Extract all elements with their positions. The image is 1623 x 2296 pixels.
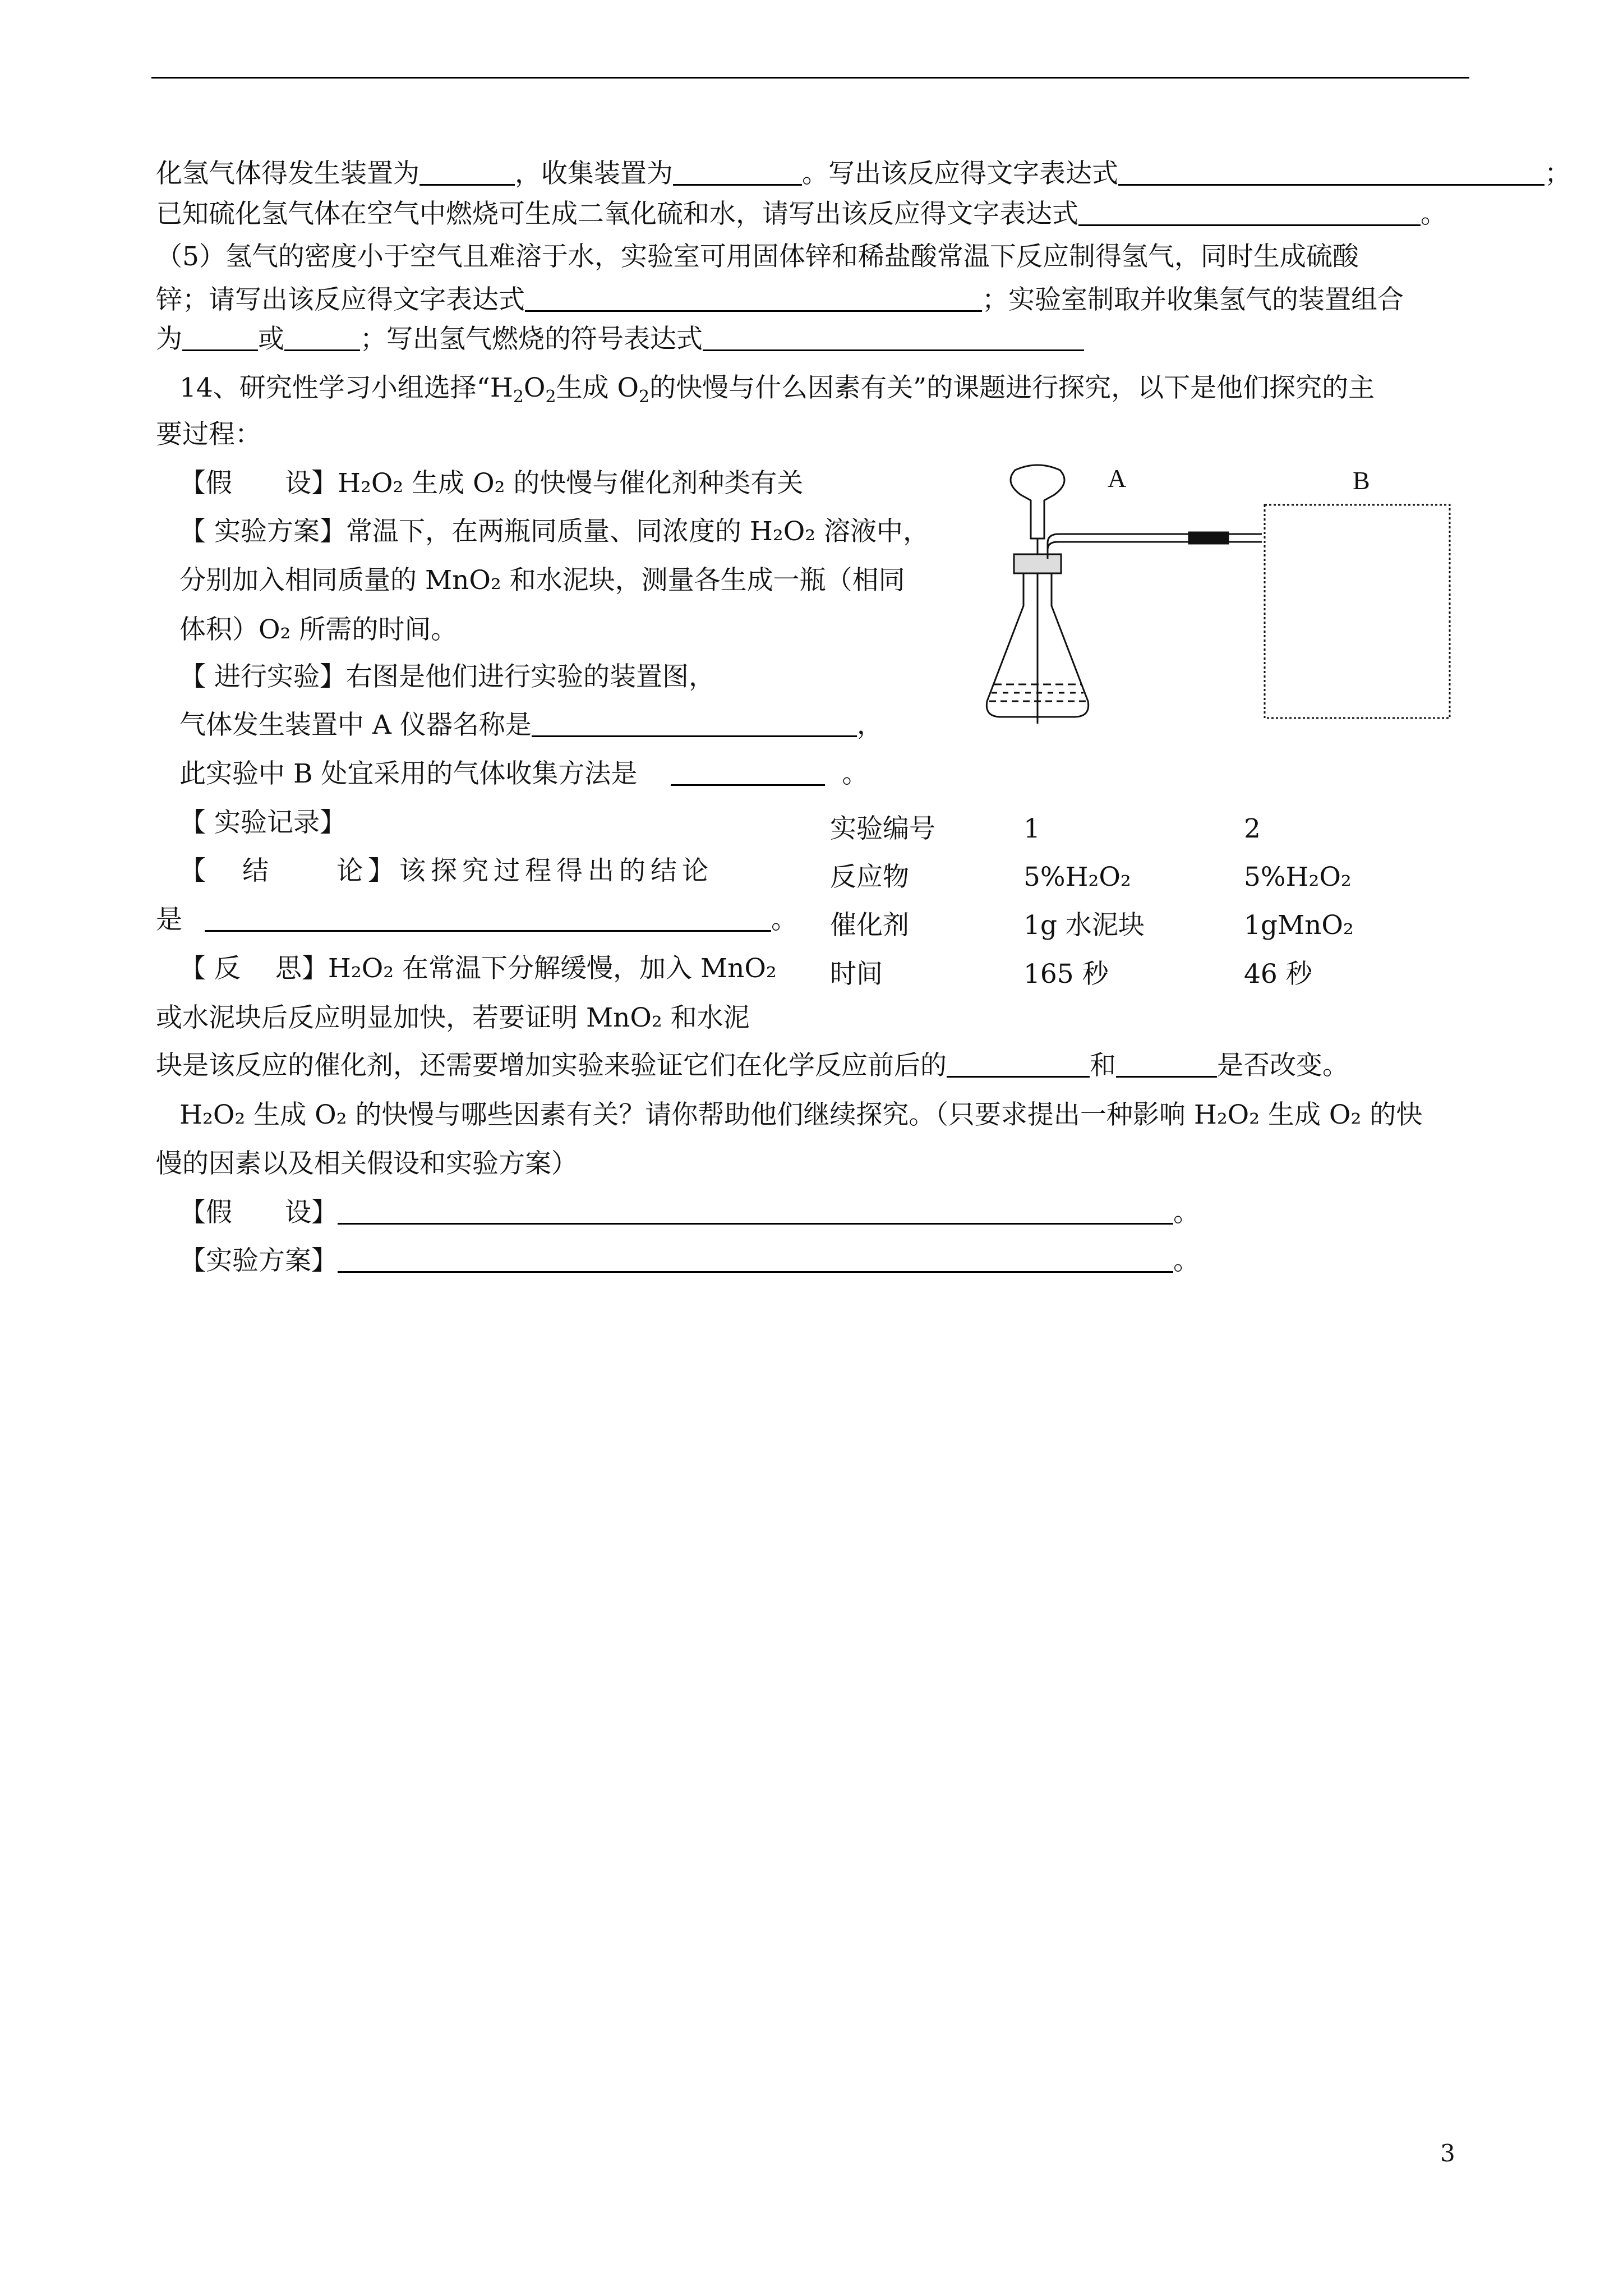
text: 和 <box>1090 1050 1116 1081</box>
q13-line-5 <box>156 323 1084 356</box>
text: 该探究过程得出的结论 <box>399 855 713 886</box>
q13-line-2 <box>156 197 1447 231</box>
subscript: 2 <box>639 387 650 407</box>
text: 块是该反应的催化剂，还需要增加实验来验证它们在化学反应前后的 <box>156 1050 947 1081</box>
label: 【 实验方案】 <box>179 516 346 547</box>
label: 【 进行实验】 <box>179 661 346 692</box>
q14-reflection-2 <box>156 1001 750 1035</box>
table-header-cell: 2 <box>1244 813 1261 844</box>
answer-blank[interactable] <box>338 1196 1173 1225</box>
answer-blank[interactable] <box>1118 157 1544 186</box>
text: （5）氢气的密度小于空气且难溶于水，实验室可用固体锌和稀盐酸常温下反应制得氢气，同时生成硫酸 <box>156 241 1359 272</box>
page-number: 3 <box>1440 2139 1455 2167</box>
answer-blank[interactable] <box>182 323 258 351</box>
text: ，收集装置为 <box>515 158 673 189</box>
answer-blank[interactable] <box>703 323 1084 351</box>
text: 化氢气体得发生装置为 <box>156 158 419 189</box>
text: 气体发生装置中 A 仪器名称是 <box>179 710 532 740</box>
q14-plan-3 <box>179 613 457 647</box>
label: 【 结 论】 <box>179 855 399 886</box>
q14-exp-2 <box>179 708 883 742</box>
text: 分别加入相同质量的 MnO₂ 和水泥块，测量各生成一瓶（相同 <box>179 565 905 596</box>
stopper <box>1014 554 1061 573</box>
q14-plan-2 <box>179 564 905 597</box>
text: 14、研究性学习小组选择“H <box>179 372 513 403</box>
text: 的快慢与什么因素有关”的课题进行探究，以下是他们探究的主 <box>649 372 1375 403</box>
label: 【假 设】 <box>179 1197 338 1228</box>
text: H₂O₂ 在常温下分解缓慢，加入 MnO₂ <box>328 953 777 984</box>
q14-further-1 <box>179 1098 1422 1132</box>
table-header-cell: 1 <box>1023 813 1040 844</box>
text: 此实验中 B 处宜采用的气体收集方法是 <box>179 758 638 789</box>
text: 体积）O₂ 所需的时间。 <box>179 614 458 645</box>
text: 。 <box>771 904 797 935</box>
answer-blank[interactable] <box>673 157 802 186</box>
text: H₂O₂ 生成 O₂ 的快慢与哪些因素有关？请你帮助他们继续探究。（只要求提出一种影响 H₂O₂ 生成 O₂ 的快 <box>179 1099 1423 1130</box>
q14-exp-3 <box>179 757 868 791</box>
label: 【 反 思】 <box>179 953 328 984</box>
table-cell: 1gMnO₂ <box>1244 910 1354 941</box>
text: O <box>523 372 546 403</box>
text: 锌；请写出该反应得文字表达式 <box>156 284 525 315</box>
table-cell: 催化剂 <box>830 910 909 941</box>
q13-line-1 <box>156 157 1571 191</box>
label-a: A <box>1108 464 1127 493</box>
text: 已知硫化氢气体在空气中燃烧可生成二氧化硫和水，请写出该反应得文字表达式 <box>156 199 1078 229</box>
table-cell: 165 秒 <box>1023 959 1109 990</box>
text: H₂O₂ 生成 O₂ 的快慢与催化剂种类有关 <box>338 468 804 499</box>
answer-blank[interactable] <box>419 157 515 186</box>
text: 生成 O <box>556 372 639 403</box>
q14-plan-2-line <box>179 1244 1200 1278</box>
q14-record <box>179 806 346 840</box>
table-cell: 时间 <box>830 959 883 990</box>
label-b: B <box>1353 466 1370 495</box>
answer-blank[interactable] <box>284 323 360 351</box>
answer-blank[interactable] <box>525 283 982 312</box>
text: ；写出氢气燃烧的符号表达式 <box>360 324 703 355</box>
q14-reflection-3 <box>156 1049 1349 1083</box>
collection-box <box>1265 505 1450 718</box>
text: 。 <box>1173 1197 1200 1228</box>
q13-line-3 <box>156 240 1359 274</box>
text: 。写出该反应得文字表达式 <box>802 158 1118 189</box>
q14-intro-2 <box>156 418 261 452</box>
header-rule <box>151 77 1469 79</box>
answer-blank[interactable] <box>671 757 825 786</box>
q14-reflection-1 <box>179 952 777 986</box>
text: ， <box>856 710 883 740</box>
q14-hypothesis <box>179 467 803 500</box>
subscript: 2 <box>513 387 524 407</box>
apparatus-diagram <box>976 460 1458 729</box>
text: 。 <box>1173 1245 1200 1276</box>
text: 慢的因素以及相关假设和实验方案） <box>156 1148 578 1179</box>
answer-blank[interactable] <box>338 1244 1173 1273</box>
answer-blank[interactable] <box>205 903 771 932</box>
text: 右图是他们进行实验的装置图， <box>345 661 715 692</box>
table-header-cell: 实验编号 <box>830 813 935 844</box>
table-cell: 5%H₂O₂ <box>1244 862 1352 892</box>
text: 。 <box>842 758 869 789</box>
label: 【 实验记录】 <box>179 807 346 838</box>
q14-further-2 <box>156 1147 578 1181</box>
table-cell: 1g 水泥块 <box>1023 910 1145 941</box>
q13-line-4 <box>156 283 1404 317</box>
q14-hypothesis-2 <box>179 1196 1200 1230</box>
text: 是否改变。 <box>1217 1050 1349 1081</box>
text: 或 <box>258 324 284 355</box>
table-cell: 46 秒 <box>1244 959 1312 990</box>
text: 为 <box>156 324 182 355</box>
table-cell: 5%H₂O₂ <box>1023 862 1131 892</box>
subscript: 2 <box>545 387 556 407</box>
answer-blank[interactable] <box>1116 1049 1217 1078</box>
text: ； <box>1544 158 1571 189</box>
q14-intro <box>179 371 1375 405</box>
text: 是 <box>156 904 182 935</box>
label: 【实验方案】 <box>179 1245 338 1276</box>
q14-exp-1 <box>179 660 715 694</box>
delivery-tube <box>1048 534 1262 554</box>
q14-conclusion-2 <box>156 903 797 937</box>
text: ；实验室制取并收集氢气的装置组合 <box>982 284 1404 315</box>
answer-blank[interactable] <box>1078 197 1421 226</box>
label: 【假 设】 <box>179 468 338 499</box>
text: 或水泥块后反应明显加快，若要证明 MnO₂ 和水泥 <box>156 1002 750 1033</box>
q14-conclusion-1 <box>179 854 713 888</box>
answer-blank[interactable] <box>532 708 857 737</box>
q14-plan-1 <box>179 515 929 549</box>
answer-blank[interactable] <box>947 1049 1090 1078</box>
text: 常温下，在两瓶同质量、同浓度的 H₂O₂ 溶液中， <box>345 516 930 547</box>
text: 。 <box>1421 199 1447 229</box>
funnel-icon <box>1011 465 1064 539</box>
table-cell: 反应物 <box>830 862 909 892</box>
text: 要过程： <box>156 419 261 450</box>
